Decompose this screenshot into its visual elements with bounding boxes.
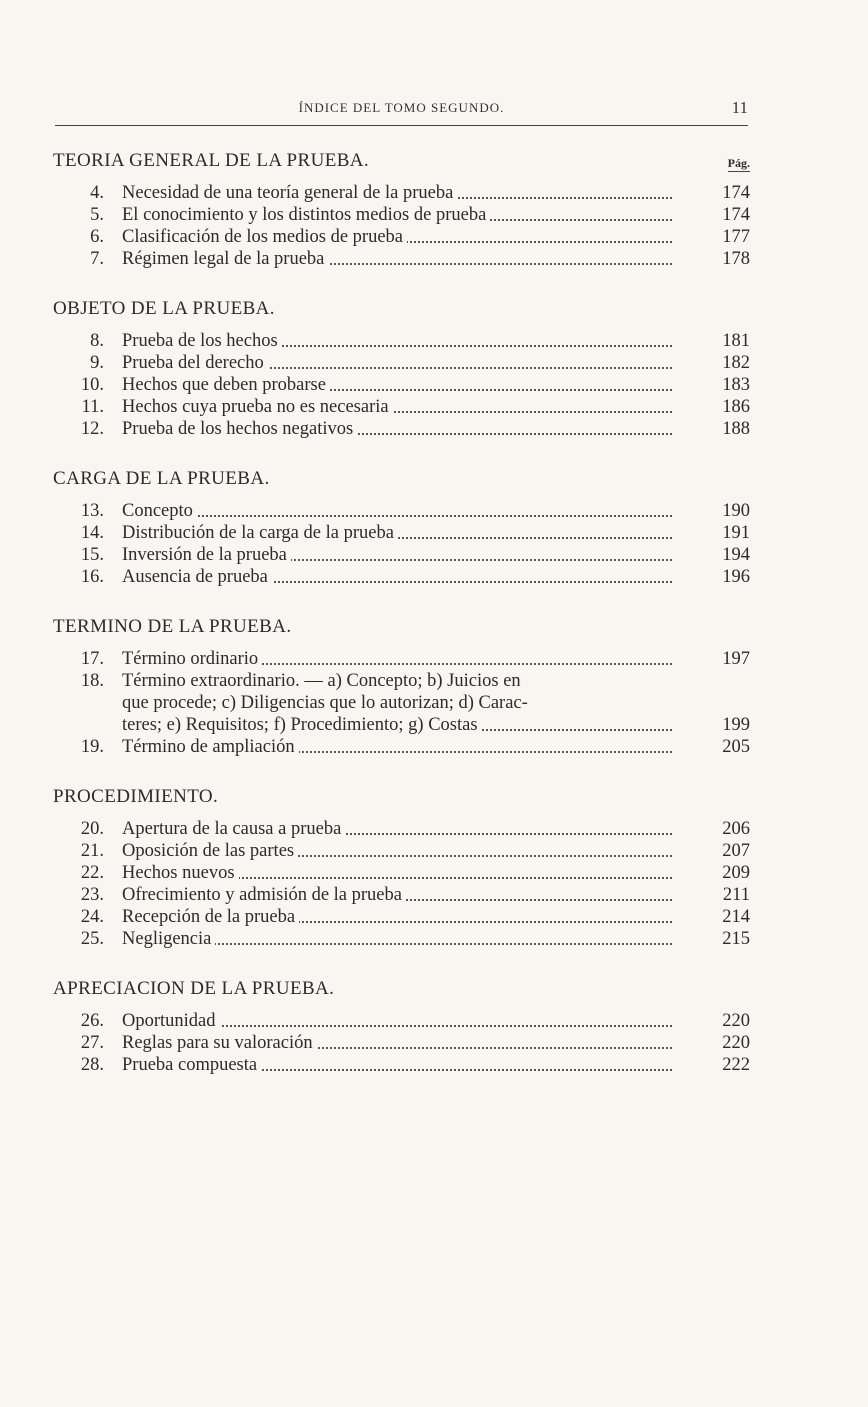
- entry-text-container: [122, 204, 750, 226]
- entry-page: 197: [722, 649, 750, 669]
- toc-entry: [50, 396, 750, 418]
- entry-text-container: [122, 418, 750, 440]
- entry-text: Hechos cuya prueba no es necesaria: [122, 397, 393, 417]
- entry-number: 24.: [80, 907, 104, 927]
- entry-text-container: [122, 840, 750, 862]
- entry-text: Oportunidad: [122, 1011, 220, 1031]
- toc-entry: [50, 818, 750, 840]
- toc-entry: [50, 330, 750, 352]
- entry-number: 22.: [80, 863, 104, 883]
- entry-number: 20.: [80, 819, 104, 839]
- header-rule: [55, 125, 748, 126]
- entry-page: 177: [722, 227, 750, 247]
- toc-entry: [50, 182, 750, 204]
- section-title: CARGA DE LA PRUEBA.: [53, 468, 270, 489]
- running-title: ÍNDICE DEL TOMO SEGUNDO.: [298, 100, 505, 115]
- entry-page: 215: [722, 929, 750, 949]
- entry-page: 178: [722, 249, 750, 269]
- entry-text-container: [122, 226, 750, 248]
- entry-text-container: [122, 1032, 750, 1054]
- entry-page: 199: [722, 715, 750, 735]
- toc-entry: [50, 374, 750, 396]
- entry-text-container: [122, 670, 750, 736]
- section-head: [50, 976, 750, 1002]
- entry-text-container: [122, 818, 750, 840]
- entry-page: 211: [722, 885, 750, 905]
- entry-page: 220: [722, 1011, 750, 1031]
- entry-page: 174: [722, 183, 750, 203]
- entry-text: Prueba de los hechos: [122, 331, 282, 351]
- toc-entry: [50, 736, 750, 758]
- entry-number: 8.: [90, 331, 104, 351]
- entry-number: 7.: [90, 249, 104, 269]
- entry-text-container: [122, 522, 750, 544]
- entry-page: 214: [722, 907, 750, 927]
- entry-text: Término ordinario: [122, 649, 262, 669]
- entry-text-container: [122, 928, 750, 950]
- entry-text-line: teres; e) Requisitos; f) Procedimiento; g) Costas: [122, 715, 482, 735]
- entry-number: 9.: [90, 353, 104, 373]
- entry-page: 194: [722, 545, 750, 565]
- entry-number: 13.: [80, 501, 104, 521]
- entry-text: Prueba compuesta: [122, 1055, 261, 1075]
- entry-page: 174: [722, 205, 750, 225]
- toc-entry: [50, 352, 750, 374]
- running-head: [55, 98, 748, 126]
- entry-number: 14.: [80, 523, 104, 543]
- entry-page: 183: [722, 375, 750, 395]
- toc-section: [50, 148, 750, 270]
- entry-text: Inversión de la prueba: [122, 545, 291, 565]
- entry-text-line: Término extraordinario. — a) Concepto; b) Juicios en: [122, 671, 521, 691]
- entry-text-container: [122, 544, 750, 566]
- entry-number: 16.: [80, 567, 104, 587]
- entry-text-line-container: [122, 714, 672, 736]
- toc-entry: [50, 226, 750, 248]
- toc-entry: [50, 906, 750, 928]
- entry-page: 222: [722, 1055, 750, 1075]
- toc-entry: [50, 648, 750, 670]
- section-title: TERMINO DE LA PRUEBA.: [53, 616, 292, 637]
- entry-text: Distribución de la carga de la prueba: [122, 523, 398, 543]
- toc-entry: [50, 500, 750, 522]
- entry-text: Hechos que deben probarse: [122, 375, 330, 395]
- entry-text-container: [122, 330, 750, 352]
- toc-section: [50, 614, 750, 758]
- entry-text: Necesidad de una teoría general de la prueba: [122, 183, 457, 203]
- entry-text-container: [122, 248, 750, 270]
- toc-entry: [50, 884, 750, 906]
- entry-text-container: [122, 906, 750, 928]
- toc-section: [50, 466, 750, 588]
- entry-number: 28.: [80, 1055, 104, 1075]
- entry-page: 206: [722, 819, 750, 839]
- toc-entry: [50, 840, 750, 862]
- entry-number: 12.: [80, 419, 104, 439]
- toc-section: [50, 296, 750, 440]
- entry-number: 21.: [80, 841, 104, 861]
- entry-page: 207: [722, 841, 750, 861]
- dot-leader: [122, 515, 672, 517]
- entry-number: 6.: [90, 227, 104, 247]
- entry-text: Apertura de la causa a prueba: [122, 819, 345, 839]
- toc-entry: [50, 544, 750, 566]
- toc-entry: [50, 670, 750, 736]
- entry-page: 191: [722, 523, 750, 543]
- entry-text: Prueba del derecho: [122, 353, 268, 373]
- entry-page: 205: [722, 737, 750, 757]
- entry-text: Clasificación de los medios de prueba: [122, 227, 407, 247]
- entry-number: 15.: [80, 545, 104, 565]
- entry-text: Negligencia: [122, 929, 215, 949]
- entry-text-container: [122, 862, 750, 884]
- toc-entry: [50, 862, 750, 884]
- toc-entry: [50, 1032, 750, 1054]
- entry-text-line: que procede; c) Diligencias que lo autorizan; d) Carac-: [122, 693, 528, 713]
- entry-text-container: [122, 884, 750, 906]
- toc-entry: [50, 566, 750, 588]
- entry-text-container: [122, 1010, 750, 1032]
- toc-entry: [50, 1054, 750, 1076]
- toc-entry: [50, 248, 750, 270]
- entry-number: 27.: [80, 1033, 104, 1053]
- entry-text-container: [122, 1054, 750, 1076]
- entry-text: Reglas para su valoración: [122, 1033, 317, 1053]
- entry-number: 11.: [81, 397, 104, 417]
- section-head: [50, 296, 750, 322]
- entry-number: 10.: [80, 375, 104, 395]
- entry-text-container: [122, 182, 750, 204]
- entry-page: 190: [722, 501, 750, 521]
- toc-entry: [50, 204, 750, 226]
- section-title: TEORIA GENERAL DE LA PRUEBA.: [53, 150, 370, 171]
- toc-entry: [50, 418, 750, 440]
- entry-number: 19.: [80, 737, 104, 757]
- table-of-contents: [50, 148, 750, 1102]
- entry-text-container: [122, 396, 750, 418]
- entry-number: 26.: [80, 1011, 104, 1031]
- entry-text-container: [122, 648, 750, 670]
- toc-entry: [50, 1010, 750, 1032]
- entry-number: 23.: [80, 885, 104, 905]
- entry-number: 5.: [90, 205, 104, 225]
- entry-text-container: [122, 566, 750, 588]
- entry-text: Prueba de los hechos negativos: [122, 419, 357, 439]
- entry-page: 186: [722, 397, 750, 417]
- section-title: PROCEDIMIENTO.: [53, 786, 219, 807]
- entry-text: Oposición de las partes: [122, 841, 298, 861]
- entry-text: El conocimiento y los distintos medios de prueba: [122, 205, 490, 225]
- entry-text-container: [122, 374, 750, 396]
- entry-page: 188: [722, 419, 750, 439]
- section-head: [50, 614, 750, 640]
- entry-text-container: [122, 500, 750, 522]
- entry-page: 182: [722, 353, 750, 373]
- section-head: [50, 466, 750, 492]
- entry-page: 220: [722, 1033, 750, 1053]
- pag-column-label: Pág.: [727, 156, 750, 170]
- entry-text: Hechos nuevos: [122, 863, 239, 883]
- entry-text: Recepción de la prueba: [122, 907, 299, 927]
- entry-text: Ofrecimiento y admisión de la prueba: [122, 885, 406, 905]
- section-title: OBJETO DE LA PRUEBA.: [53, 298, 275, 319]
- entry-text-container: [122, 736, 750, 758]
- section-head: [50, 784, 750, 810]
- toc-entry: [50, 522, 750, 544]
- entry-text-container: [122, 352, 750, 374]
- entry-text: Término de ampliación: [122, 737, 299, 757]
- section-title: APRECIACION DE LA PRUEBA.: [53, 978, 335, 999]
- entry-text: Régimen legal de la prueba: [122, 249, 328, 269]
- entry-page: 196: [722, 567, 750, 587]
- entry-number: 25.: [80, 929, 104, 949]
- entry-page: 209: [722, 863, 750, 883]
- page-number: 11: [731, 98, 748, 117]
- entry-text: Concepto: [122, 501, 197, 521]
- toc-entry: [50, 928, 750, 950]
- section-head: [50, 148, 750, 174]
- entry-number: 17.: [80, 649, 104, 669]
- toc-section: [50, 976, 750, 1076]
- entry-number: 18.: [80, 671, 104, 691]
- entry-number: 4.: [90, 183, 104, 203]
- entry-page: 181: [722, 331, 750, 351]
- entry-text: Ausencia de prueba: [122, 567, 272, 587]
- toc-section: [50, 784, 750, 950]
